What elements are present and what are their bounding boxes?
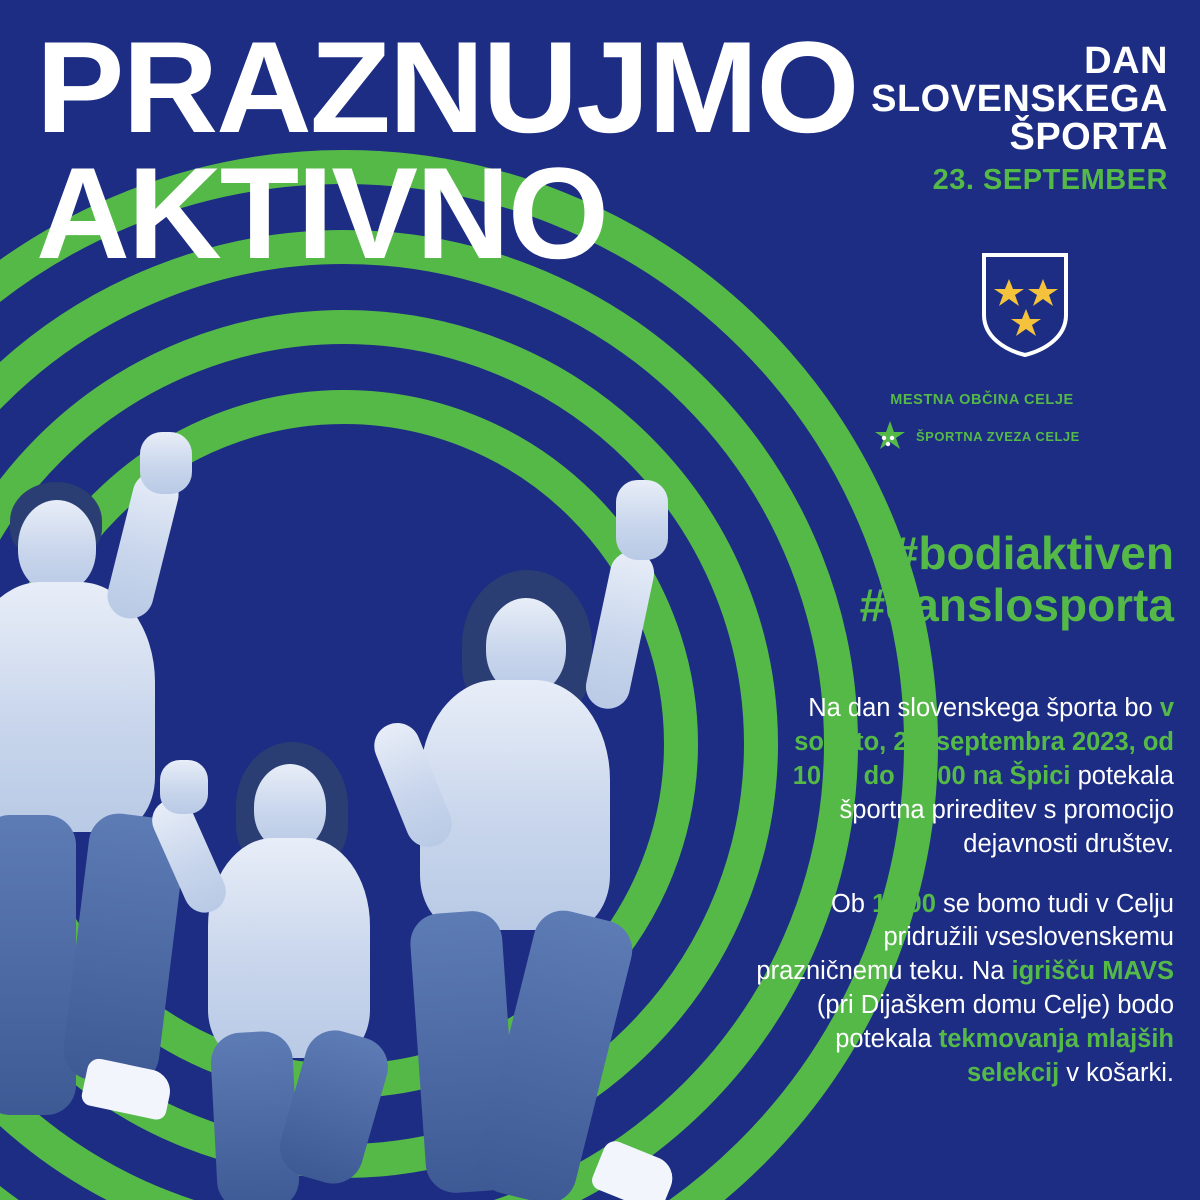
paragraph-2: [754, 888, 1174, 1091]
p1-text-1: Na dan slovenskega športa bo: [808, 694, 1160, 722]
p2-text-1: Ob: [830, 889, 873, 918]
p1-text-2: potekala športna prireditev s promocijo dejavnosti društev.: [839, 761, 1174, 858]
org-municipality-label: MESTNA OBČINA CELJE: [890, 392, 1074, 408]
hashtag-danslosporta: #danslosporta: [859, 578, 1174, 631]
org-sports-union-row: [872, 418, 1092, 454]
p2-highlight-1: 12.00: [872, 889, 936, 918]
headline-line-2: AKTIVNO: [36, 139, 607, 286]
sports-union-logo-icon: [872, 418, 908, 454]
p2-highlight-2: igrišču MAVS: [1011, 957, 1174, 986]
coat-of-arms-icon: [982, 253, 1068, 357]
event-date: 23. SEPTEMBER: [932, 164, 1168, 196]
event-title-line-1: DAN: [1084, 40, 1168, 82]
p1-highlight-1: v soboto, 23. septembra 2023, od 10.00 do 13.00 na Špici: [792, 694, 1174, 790]
hashtags-block: [860, 528, 1174, 631]
headline-line-1: PRAZNUJMO: [36, 14, 858, 160]
poster-headline: [36, 14, 858, 286]
hashtag-bodiaktiven: #bodiaktiven: [892, 527, 1174, 579]
org-sports-union-label: ŠPORTNA ZVEZA CELJE: [916, 428, 1080, 444]
event-title-line-2: SLOVENSKEGA: [871, 78, 1168, 120]
event-title-block: [871, 42, 1168, 195]
p2-text-2: se bomo tudi v Celju pridružili vseslovenskemu prazničnemu teku. Na: [756, 889, 1174, 986]
p2-text-3: (pri Dijaškem domu Celje) bodo potekala: [816, 991, 1174, 1054]
body-copy: [754, 692, 1174, 1091]
organizations-block: [872, 392, 1092, 454]
jumping-family-photo: [0, 360, 740, 1200]
paragraph-1: [754, 692, 1174, 862]
p2-text-4: v košarki.: [1059, 1059, 1174, 1088]
p2-highlight-3: tekmovanja mlajših selekcij: [938, 1025, 1174, 1088]
event-title-line-3: ŠPORTA: [1009, 116, 1168, 158]
